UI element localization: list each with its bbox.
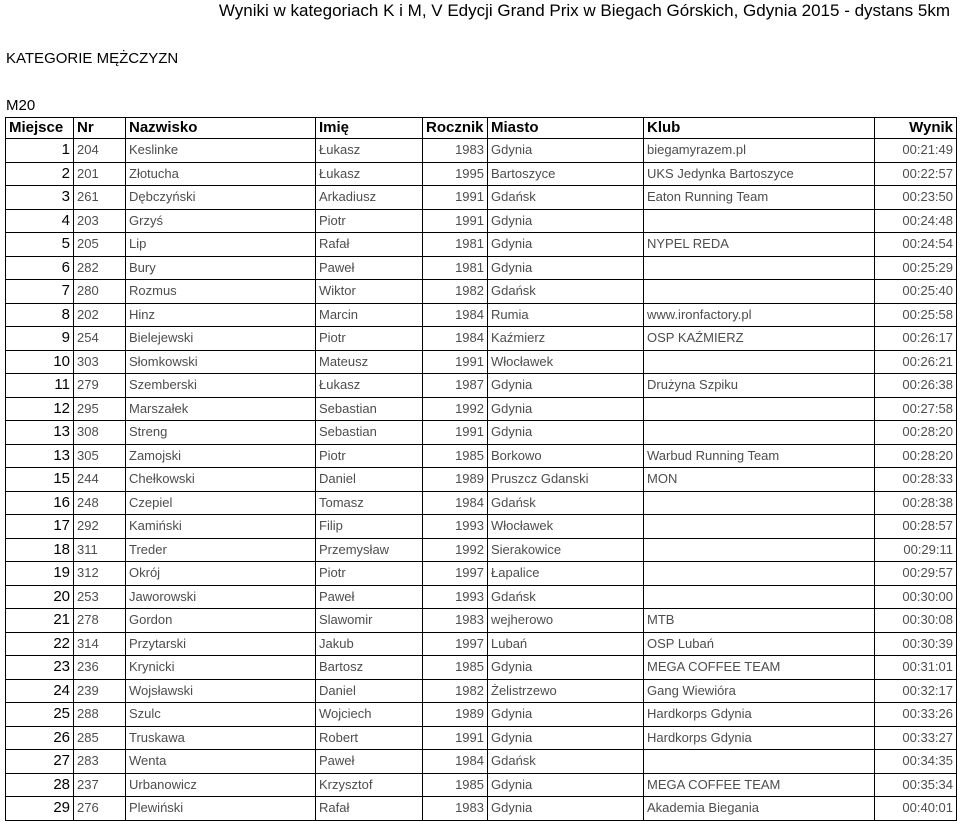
place-cell: 12 — [6, 397, 74, 421]
birth-year-cell: 1984 — [423, 303, 488, 327]
birth-year-cell: 1981 — [423, 256, 488, 280]
place-cell: 23 — [6, 656, 74, 680]
column-header: Klub — [644, 118, 875, 139]
bib-number-cell: 278 — [74, 609, 126, 633]
bib-number-cell: 285 — [74, 726, 126, 750]
place-cell: 11 — [6, 374, 74, 398]
surname-cell: Truskawa — [126, 726, 316, 750]
birth-year-cell: 1983 — [423, 139, 488, 163]
place-cell: 15 — [6, 468, 74, 492]
table-row — [6, 421, 957, 445]
bib-number-cell: 308 — [74, 421, 126, 445]
surname-cell: Wojsławski — [126, 679, 316, 703]
first-name-cell: Sebastian — [316, 397, 423, 421]
surname-cell: Dębczyński — [126, 186, 316, 210]
category-heading: KATEGORIE MĘŻCZYZN — [6, 50, 179, 67]
surname-cell: Bury — [126, 256, 316, 280]
birth-year-cell: 1982 — [423, 679, 488, 703]
birth-year-cell: 1984 — [423, 750, 488, 774]
bib-number-cell: 314 — [74, 632, 126, 656]
surname-cell: Rozmus — [126, 280, 316, 304]
city-cell: Gdynia — [488, 656, 644, 680]
surname-cell: Wenta — [126, 750, 316, 774]
place-cell: 26 — [6, 726, 74, 750]
table-row — [6, 374, 957, 398]
surname-cell: Kamiński — [126, 515, 316, 539]
table-header-row — [6, 118, 957, 139]
surname-cell: Keslinke — [126, 139, 316, 163]
city-cell: Gdynia — [488, 703, 644, 727]
table-row — [6, 327, 957, 351]
surname-cell: Streng — [126, 421, 316, 445]
table-row — [6, 444, 957, 468]
city-cell: Gdynia — [488, 397, 644, 421]
bib-number-cell: 204 — [74, 139, 126, 163]
bib-number-cell: 203 — [74, 209, 126, 233]
city-cell: Gdynia — [488, 374, 644, 398]
club-cell — [644, 538, 875, 562]
birth-year-cell: 1982 — [423, 280, 488, 304]
result-time-cell: 00:26:17 — [875, 327, 957, 351]
table-row — [6, 350, 957, 374]
club-cell: NYPEL REDA — [644, 233, 875, 257]
surname-cell: Chełkowski — [126, 468, 316, 492]
column-header: Miasto — [488, 118, 644, 139]
city-cell: Włocławek — [488, 515, 644, 539]
city-cell: Gdańsk — [488, 750, 644, 774]
bib-number-cell: 292 — [74, 515, 126, 539]
result-time-cell: 00:24:48 — [875, 209, 957, 233]
table-row — [6, 491, 957, 515]
result-time-cell: 00:27:58 — [875, 397, 957, 421]
city-cell: Sierakowice — [488, 538, 644, 562]
club-cell: MEGA COFFEE TEAM — [644, 773, 875, 797]
club-cell: OSP KAŹMIERZ — [644, 327, 875, 351]
column-header: Nr — [74, 118, 126, 139]
birth-year-cell: 1997 — [423, 562, 488, 586]
city-cell: Gdynia — [488, 421, 644, 445]
club-cell: Eaton Running Team — [644, 186, 875, 210]
city-cell: Gdynia — [488, 797, 644, 821]
club-cell — [644, 515, 875, 539]
birth-year-cell: 1993 — [423, 585, 488, 609]
place-cell: 28 — [6, 773, 74, 797]
surname-cell: Jaworowski — [126, 585, 316, 609]
city-cell: Gdańsk — [488, 280, 644, 304]
city-cell: wejherowo — [488, 609, 644, 633]
surname-cell: Okrój — [126, 562, 316, 586]
column-header: Miejsce — [6, 118, 74, 139]
club-cell — [644, 562, 875, 586]
result-time-cell: 00:28:57 — [875, 515, 957, 539]
club-cell — [644, 585, 875, 609]
birth-year-cell: 1995 — [423, 162, 488, 186]
first-name-cell: Paweł — [316, 750, 423, 774]
club-cell — [644, 491, 875, 515]
first-name-cell: Łukasz — [316, 139, 423, 163]
bib-number-cell: 276 — [74, 797, 126, 821]
first-name-cell: Arkadiusz — [316, 186, 423, 210]
club-cell: biegamyrazem.pl — [644, 139, 875, 163]
result-time-cell: 00:28:20 — [875, 421, 957, 445]
bib-number-cell: 283 — [74, 750, 126, 774]
city-cell: Rumia — [488, 303, 644, 327]
first-name-cell: Mateusz — [316, 350, 423, 374]
birth-year-cell: 1985 — [423, 656, 488, 680]
bib-number-cell: 201 — [74, 162, 126, 186]
result-time-cell: 00:33:27 — [875, 726, 957, 750]
club-cell: Warbud Running Team — [644, 444, 875, 468]
result-time-cell: 00:25:29 — [875, 256, 957, 280]
result-time-cell: 00:25:40 — [875, 280, 957, 304]
table-row — [6, 773, 957, 797]
city-cell: Gdańsk — [488, 491, 644, 515]
bib-number-cell: 305 — [74, 444, 126, 468]
club-cell: Akademia Biegania — [644, 797, 875, 821]
birth-year-cell: 1991 — [423, 186, 488, 210]
result-time-cell: 00:29:11 — [875, 538, 957, 562]
place-cell: 27 — [6, 750, 74, 774]
result-time-cell: 00:23:50 — [875, 186, 957, 210]
bib-number-cell: 279 — [74, 374, 126, 398]
result-time-cell: 00:30:39 — [875, 632, 957, 656]
column-header: Wynik — [875, 118, 957, 139]
birth-year-cell: 1987 — [423, 374, 488, 398]
place-cell: 7 — [6, 280, 74, 304]
surname-cell: Szulc — [126, 703, 316, 727]
place-cell: 5 — [6, 233, 74, 257]
club-cell — [644, 280, 875, 304]
first-name-cell: Rafał — [316, 797, 423, 821]
table-row — [6, 538, 957, 562]
place-cell: 10 — [6, 350, 74, 374]
first-name-cell: Bartosz — [316, 656, 423, 680]
column-header: Imię — [316, 118, 423, 139]
bib-number-cell: 282 — [74, 256, 126, 280]
club-cell: UKS Jedynka Bartoszyce — [644, 162, 875, 186]
club-cell: MEGA COFFEE TEAM — [644, 656, 875, 680]
first-name-cell: Robert — [316, 726, 423, 750]
first-name-cell: Paweł — [316, 256, 423, 280]
bib-number-cell: 288 — [74, 703, 126, 727]
result-time-cell: 00:35:34 — [875, 773, 957, 797]
place-cell: 22 — [6, 632, 74, 656]
surname-cell: Szemberski — [126, 374, 316, 398]
place-cell: 1 — [6, 139, 74, 163]
birth-year-cell: 1992 — [423, 397, 488, 421]
surname-cell: Bielejewski — [126, 327, 316, 351]
bib-number-cell: 202 — [74, 303, 126, 327]
result-time-cell: 00:34:35 — [875, 750, 957, 774]
bib-number-cell: 239 — [74, 679, 126, 703]
bib-number-cell: 237 — [74, 773, 126, 797]
city-cell: Gdańsk — [488, 186, 644, 210]
result-time-cell: 00:26:21 — [875, 350, 957, 374]
birth-year-cell: 1984 — [423, 491, 488, 515]
city-cell: Borkowo — [488, 444, 644, 468]
bib-number-cell: 312 — [74, 562, 126, 586]
city-cell: Gdynia — [488, 209, 644, 233]
first-name-cell: Jakub — [316, 632, 423, 656]
club-cell — [644, 256, 875, 280]
birth-year-cell: 1985 — [423, 444, 488, 468]
city-cell: Gdynia — [488, 233, 644, 257]
city-cell: Gdynia — [488, 256, 644, 280]
city-cell: Gdynia — [488, 726, 644, 750]
first-name-cell: Krzysztof — [316, 773, 423, 797]
bib-number-cell: 311 — [74, 538, 126, 562]
place-cell: 25 — [6, 703, 74, 727]
table-row — [6, 256, 957, 280]
table-row — [6, 609, 957, 633]
place-cell: 13 — [6, 444, 74, 468]
surname-cell: Treder — [126, 538, 316, 562]
first-name-cell: Rafał — [316, 233, 423, 257]
place-cell: 8 — [6, 303, 74, 327]
table-row — [6, 656, 957, 680]
surname-cell: Czepiel — [126, 491, 316, 515]
birth-year-cell: 1983 — [423, 609, 488, 633]
place-cell: 17 — [6, 515, 74, 539]
birth-year-cell: 1981 — [423, 233, 488, 257]
first-name-cell: Piotr — [316, 209, 423, 233]
club-cell — [644, 209, 875, 233]
place-cell: 21 — [6, 609, 74, 633]
city-cell: Łapalice — [488, 562, 644, 586]
club-cell — [644, 750, 875, 774]
club-cell: Drużyna Szpiku — [644, 374, 875, 398]
birth-year-cell: 1993 — [423, 515, 488, 539]
table-row — [6, 280, 957, 304]
table-row — [6, 750, 957, 774]
result-time-cell: 00:25:58 — [875, 303, 957, 327]
first-name-cell: Piotr — [316, 562, 423, 586]
place-cell: 4 — [6, 209, 74, 233]
surname-cell: Plewiński — [126, 797, 316, 821]
column-header: Rocznik — [423, 118, 488, 139]
place-cell: 24 — [6, 679, 74, 703]
club-cell — [644, 421, 875, 445]
surname-cell: Urbanowicz — [126, 773, 316, 797]
surname-cell: Zamojski — [126, 444, 316, 468]
place-cell: 6 — [6, 256, 74, 280]
first-name-cell: Wiktor — [316, 280, 423, 304]
result-time-cell: 00:21:49 — [875, 139, 957, 163]
place-cell: 18 — [6, 538, 74, 562]
first-name-cell: Wojciech — [316, 703, 423, 727]
first-name-cell: Filip — [316, 515, 423, 539]
age-group-heading: M20 — [6, 97, 36, 114]
birth-year-cell: 1985 — [423, 773, 488, 797]
surname-cell: Grzyś — [126, 209, 316, 233]
club-cell: Gang Wiewióra — [644, 679, 875, 703]
club-cell: OSP Lubań — [644, 632, 875, 656]
table-row — [6, 162, 957, 186]
bib-number-cell: 254 — [74, 327, 126, 351]
result-time-cell: 00:32:17 — [875, 679, 957, 703]
city-cell: Pruszcz Gdanski — [488, 468, 644, 492]
birth-year-cell: 1991 — [423, 209, 488, 233]
first-name-cell: Piotr — [316, 444, 423, 468]
first-name-cell: Paweł — [316, 585, 423, 609]
place-cell: 9 — [6, 327, 74, 351]
city-cell: Gdynia — [488, 773, 644, 797]
first-name-cell: Przemysław — [316, 538, 423, 562]
result-time-cell: 00:28:33 — [875, 468, 957, 492]
first-name-cell: Daniel — [316, 468, 423, 492]
surname-cell: Słomkowski — [126, 350, 316, 374]
table-row — [6, 397, 957, 421]
table-row — [6, 303, 957, 327]
first-name-cell: Łukasz — [316, 162, 423, 186]
first-name-cell: Sebastian — [316, 421, 423, 445]
table-row — [6, 468, 957, 492]
first-name-cell: Daniel — [316, 679, 423, 703]
table-row — [6, 233, 957, 257]
bib-number-cell: 248 — [74, 491, 126, 515]
table-row — [6, 703, 957, 727]
result-time-cell: 00:30:00 — [875, 585, 957, 609]
place-cell: 29 — [6, 797, 74, 821]
first-name-cell: Slawomir — [316, 609, 423, 633]
birth-year-cell: 1989 — [423, 703, 488, 727]
place-cell: 13 — [6, 421, 74, 445]
city-cell: Kaźmierz — [488, 327, 644, 351]
surname-cell: Krynicki — [126, 656, 316, 680]
table-row — [6, 632, 957, 656]
first-name-cell: Marcin — [316, 303, 423, 327]
bib-number-cell: 236 — [74, 656, 126, 680]
column-header: Nazwisko — [126, 118, 316, 139]
table-row — [6, 515, 957, 539]
result-time-cell: 00:28:20 — [875, 444, 957, 468]
birth-year-cell: 1997 — [423, 632, 488, 656]
table-row — [6, 186, 957, 210]
surname-cell: Hinz — [126, 303, 316, 327]
club-cell: Hardkorps Gdynia — [644, 703, 875, 727]
birth-year-cell: 1984 — [423, 327, 488, 351]
first-name-cell: Tomasz — [316, 491, 423, 515]
place-cell: 20 — [6, 585, 74, 609]
surname-cell: Marszałek — [126, 397, 316, 421]
bib-number-cell: 244 — [74, 468, 126, 492]
city-cell: Żelistrzewo — [488, 679, 644, 703]
table-row — [6, 679, 957, 703]
result-time-cell: 00:29:57 — [875, 562, 957, 586]
place-cell: 2 — [6, 162, 74, 186]
result-time-cell: 00:33:26 — [875, 703, 957, 727]
bib-number-cell: 253 — [74, 585, 126, 609]
club-cell — [644, 350, 875, 374]
result-time-cell: 00:24:54 — [875, 233, 957, 257]
city-cell: Lubań — [488, 632, 644, 656]
club-cell: MON — [644, 468, 875, 492]
table-row — [6, 726, 957, 750]
birth-year-cell: 1991 — [423, 350, 488, 374]
table-row — [6, 139, 957, 163]
result-time-cell: 00:30:08 — [875, 609, 957, 633]
first-name-cell: Łukasz — [316, 374, 423, 398]
birth-year-cell: 1992 — [423, 538, 488, 562]
birth-year-cell: 1989 — [423, 468, 488, 492]
city-cell: Gdynia — [488, 139, 644, 163]
bib-number-cell: 280 — [74, 280, 126, 304]
table-row — [6, 209, 957, 233]
surname-cell: Lip — [126, 233, 316, 257]
table-row — [6, 585, 957, 609]
club-cell — [644, 397, 875, 421]
place-cell: 16 — [6, 491, 74, 515]
result-time-cell: 00:40:01 — [875, 797, 957, 821]
surname-cell: Gordon — [126, 609, 316, 633]
results-table — [5, 117, 957, 821]
place-cell: 19 — [6, 562, 74, 586]
result-time-cell: 00:26:38 — [875, 374, 957, 398]
birth-year-cell: 1991 — [423, 726, 488, 750]
table-row — [6, 797, 957, 821]
table-row — [6, 562, 957, 586]
first-name-cell: Piotr — [316, 327, 423, 351]
surname-cell: Przytarski — [126, 632, 316, 656]
birth-year-cell: 1983 — [423, 797, 488, 821]
birth-year-cell: 1991 — [423, 421, 488, 445]
result-time-cell: 00:28:38 — [875, 491, 957, 515]
place-cell: 3 — [6, 186, 74, 210]
surname-cell: Złotucha — [126, 162, 316, 186]
bib-number-cell: 205 — [74, 233, 126, 257]
bib-number-cell: 303 — [74, 350, 126, 374]
city-cell: Gdańsk — [488, 585, 644, 609]
club-cell: Hardkorps Gdynia — [644, 726, 875, 750]
result-time-cell: 00:22:57 — [875, 162, 957, 186]
bib-number-cell: 295 — [74, 397, 126, 421]
city-cell: Włocławek — [488, 350, 644, 374]
club-cell: MTB — [644, 609, 875, 633]
city-cell: Bartoszyce — [488, 162, 644, 186]
bib-number-cell: 261 — [74, 186, 126, 210]
document-title: Wyniki w kategoriach K i M, V Edycji Grand Prix w Biegach Górskich, Gdynia 2015 - dystans 5km — [218, 1, 950, 20]
result-time-cell: 00:31:01 — [875, 656, 957, 680]
club-cell: www.ironfactory.pl — [644, 303, 875, 327]
